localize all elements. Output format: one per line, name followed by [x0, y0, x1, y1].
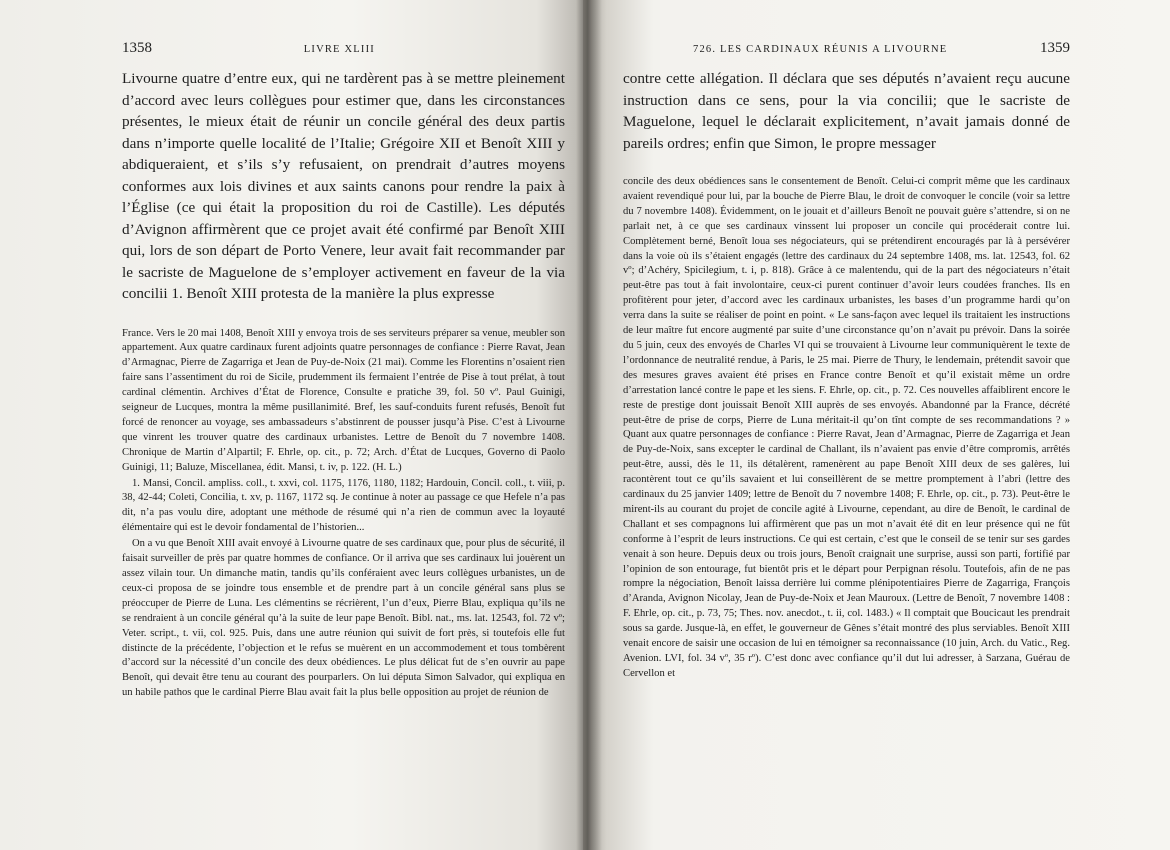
left-page-number: 1358	[122, 40, 152, 56]
left-body-text: Livourne quatre d’entre eux, qui ne tardèrent pas à se mettre pleinement d’accord avec leurs collègues pour estimer que, dans les circonstances présentes, le mieux était de réunir un concile général des deux partis dans n’importe quelle localité de l’Italie; Grégoire XII et Benoît XIII y abdiqueraient, et s’ils s’y refusaient, on prendrait d’autres moyens conformes aux lois divines et aux saints canons pour rendre la paix à l’Église (ce qui était la proposition du roi de Castille). Les députés d’Avignon affirmèrent que ce projet avait été confirmé par Benoît XIII qui, lors de son départ de Porto Venere, leur avait fait recommander par le sacriste de Maguelone de s’employer activement en faveur de la via concilii 1. Benoît XIII protesta de la manière la plus expresse	[122, 70, 565, 302]
right-page-number: 1359	[1040, 40, 1070, 56]
right-head-title: 726. LES CARDINAUX RÉUNIS A LIVOURNE	[693, 44, 948, 55]
left-page	[0, 0, 583, 850]
left-head-title: LIVRE XLIII	[303, 44, 375, 55]
right-footnote-continuation: concile des deux obédiences sans le consentement de Benoît. Celui-ci comprit même que les cardinaux avaient revendiqué pour lui, par la bouche de Pierre Blau, le droit de convoquer le concile (voir sa lettre du 7 novembre 1408). Évidemment, on le jouait et d’ailleurs Benoît ne pouvait guère s’attendre, si on ne parlait net, à ce que ses cardinaux vinssent lui proposer un concile qui procéderait contre lui. Complètement berné, Benoît loua ses négociateurs, qui se prétendirent encouragés par là à persévérer dans la voie où ils s’étaient engagés (lettre des cardinaux du 24 septembre 1408, ms. lat. 12543, fol. 62 vº; d’Achéry, Spicilegium, t. i, p. 818). Grâce à ce malentendu, qui de la part des négociateurs n’était peut-être pas tout à fait involontaire, ceux-ci purent continuer d’avoir leurs coudées franches. Ils en profitèrent pour jeter, d’accord avec les cardinaux urbanistes, les bases d’un programme hardi qu’on verra dans la suite se réaliser de point en point. « Le sans-façon avec lequel ils traitaient les instructions de leur maître fut encore augmenté par suite d’une circonstance qu’on n’avait pu prévoir. Dans la soirée du 5 juin, ceux des envoyés de Charles VI qui se trouvaient à Livourne leur communiquèrent le texte de l’ordonnance de neutralité rendue, à Paris, le 25 mai. Pierre de Thury, le lendemain, prétendit savoir que des mesures graves avaient été prises en France contre Benoît et qu’il existait même un ordre d’arrestation lancé contre le pape et les siens. F. Ehrle, op. cit., p. 72. Ces nouvelles affaiblirent encore le reste de prestige dont jouissait Benoît XIII auprès de ses envoyés. Abandonné par la France, décrété peut-être de prise de corps, Pierre de Luna méritait-il qu’on tînt compte de ses recommandations ? » Quant aux quatre personnages de confiance : Pierre Ravat, Jean d’Armagnac, Pierre de Zagarriga et Jean de Puy-de-Noix, sans excepter le cardinal de Challant, ils n’avaient pas envie d’être compromis, arrêtés peut-être, aussi, dès le 11, ils détalèrent, ramenèrent au pape Benoît XIII deux de ses galères, lui racontèrent tout ce qu’ils savaient et lui conseillèrent de se mettre promptement à l’abri (lettre des cardinaux du 25 janvier 1409; lettre de Benoît du 7 novembre 1408; F. Ehrle, op. cit., p. 73). Peut-être le mirent-ils au courant du projet de concile agité à Livourne, cependant, au dire de Benoît, le cardinal de Challant et ses compagnons lui affirmèrent que pas un mot n’avait été dit en leur présence qui ne fût conforme à l’esprit de leurs instructions. Ce qui est certain, c’est que le conseil de se tenir sur ses gardes venait à son heure. Depuis deux ou trois jours, Benoît craignait une surprise, aussi son parti, fortifié par l’opinion de son entourage, fut bientôt pris et le départ pour Perpignan résolu. Toutefois, afin de ne pas rompre la négociation, Benoît laissa derrière lui comme plénipotentiaires Pierre de Zagarriga, François d’Aranda, Avignon Nicolay, Jean de Puy-de-Noix et Jean Mauroux. (Lettre de Benoît, 7 novembre 1408 : F. Ehrle, op. cit., p. 73, 75; Thes. nov. anecdot., t. ii, col. 1483.) « Il comptait que Boucicaut les prendrait sous sa garde. Jusque-là, en effet, le gouverneur de Gênes s’était montré des plus serviables. Benoît XIII venait encore de saisir une occasion de lui en témoigner sa reconnaissance (10 juin, Arch. du Vatic., Reg. Avenion. LVI, fol. 34 vº, 35 rº). C’est donc avec confiance qu’il dut lui adresser, à Sarzana, Guérau de Cervellon et	[623, 176, 1070, 679]
footnote-2: On a vu que Benoît XIII avait envoyé à Livourne quatre de ses cardinaux que, pour plus de sécurité, il faisait surveiller de près par quatre hommes de confiance. Or il arriva que ses cardinaux lui jouèrent un assez vilain tour. Un dimanche matin, tandis qu’ils conféraient avec leurs collègues urbanistes, un de ceux-ci proposa de se joindre tous ensemble et de prendre part à un concile général sans plus se préoccuper de Pierre de Luna. Les clémentins se récrièrent, l’un d’eux, Pierre Blau, expliqua qu’ils ne se rendraient à un concile général qu’à la suite de leur pape Benoît. Bibl. nat., ms. lat. 12543, fol. 72 vº; Veter. script., t. vii, col. 925. Puis, dans une autre réunion qui suivit de fort près, si toutefois elle fut distincte de la précédente, l’objection et le refus se muèrent en un accommodement et tous tombèrent d’accord sur la nécessité d’un concile des deux obédiences. Le plus délicat fut de s’en ouvrir au pape Benoît, qui devait être tenu au courant des pourparlers. On lui députa Simon Salvador, qui expliqua en un habile pathos que le cardinal Pierre Blau avait fait la plus belle opposition au projet de réunion de	[122, 538, 565, 699]
left-footnotes	[122, 327, 565, 702]
right-page	[583, 0, 1170, 850]
left-footnote-continuation: France. Vers le 20 mai 1408, Benoît XIII y envoya trois de ses serviteurs préparer sa venue, meubler son appartement. Aux quatre cardinaux furent adjoints quatre personnages de confiance : Pierre Ravat, Jean d’Armagnac, Pierre de Zagarriga et Jean de Puy-de-Noix (21 mai). Comme les Florentins n’osaient rien faire sans l’assentiment du roi de Sicile, prudemment ils fermaient l’entrée de Pise à tout prélat, à tout cardinal clémentin. Archives d’État de Florence, Consulte e pratiche 39, fol. 50 vº. Paul Guinigi, seigneur de Lucques, montra la même pusillanimité. Bref, les sauf-conduits furent refusés, Benoît fut forcé de renoncer au voyage, ses ambassadeurs s’abstinrent de pousser jusqu’à Pise. C’est à Livourne que vinrent les trouver quatre des cardinaux urbanistes. Lettre de Benoît du 7 novembre 1408. Chronique de Martin d’Alpartil; F. Ehrle, op. cit., p. 72; Arch. d’État de Lucques, Governo di Paolo Guinigi, 11; Baluze, Miscellanea, édit. Mansi, t. iv, p. 122. (H. L.)	[122, 327, 565, 473]
footnote-1: 1. Mansi, Concil. ampliss. coll., t. xxvi, col. 1175, 1176, 1180, 1182; Hardouin, Concil. coll., t. viii, p. 38, 42-44; Coleti, Concilia, t. xv, p. 1167, 1172 sq. Je continue à noter au passage ce que Hefele n’a pas dit, n’a pas voulu dire, adoptant une méthode de résumé qui n’a rien de commun avec la loyauté élémentaire qui est le devoir fondamental de l’historien...	[122, 477, 565, 534]
right-body-text: contre cette allégation. Il déclara que ses députés n’avaient reçu aucune instruction dans ce sens, pour la via concilii; que le sacriste de Maguelone, lequel le déclarait explicitement, n’avait jamais donné de pareils ordres; enfin que Simon, le propre messager	[623, 70, 1070, 152]
right-footnotes	[623, 175, 1070, 682]
right-running-head	[623, 40, 1070, 68]
left-running-head	[122, 40, 565, 68]
